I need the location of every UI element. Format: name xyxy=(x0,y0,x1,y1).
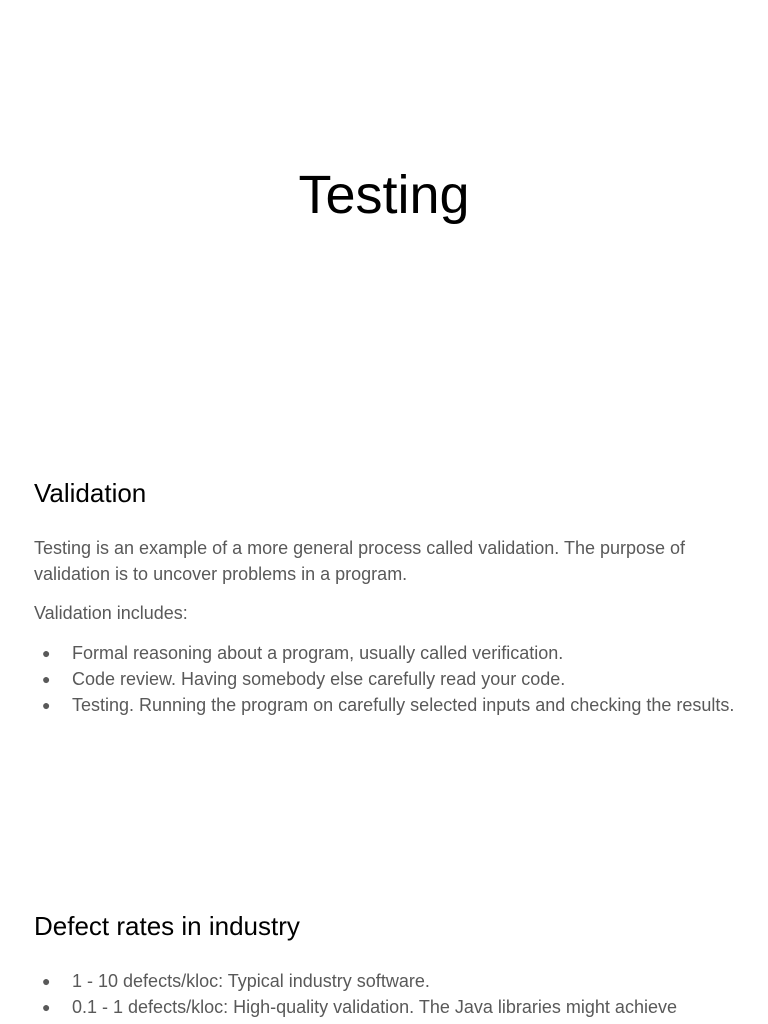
validation-list xyxy=(34,640,744,718)
list-item xyxy=(34,994,744,1020)
defect-rates-heading: Defect rates in industry xyxy=(34,911,300,941)
page-title: Testing xyxy=(298,165,470,225)
list-item xyxy=(34,968,744,994)
bullet-icon: ● xyxy=(42,999,51,1015)
list-item-text: 1 - 10 defects/kloc: Typical industry software. xyxy=(72,971,430,991)
validation-section xyxy=(34,477,744,718)
list-item xyxy=(34,640,744,666)
bullet-icon: ● xyxy=(42,671,51,687)
bullet-icon: ● xyxy=(42,973,51,989)
validation-heading: Validation xyxy=(34,478,147,508)
list-item-text: Formal reasoning about a program, usually called verification. xyxy=(72,643,564,663)
list-item-text: Testing. Running the program on carefully selected inputs and checking the results. xyxy=(72,695,735,715)
list-item-text: 0.1 - 1 defects/kloc: High-quality validation. The Java libraries might achieve xyxy=(72,997,677,1017)
validation-includes-label: Validation includes: xyxy=(34,603,188,623)
bullet-icon: ● xyxy=(42,645,51,661)
list-item-text: Code review. Having somebody else carefully read your code. xyxy=(72,669,566,689)
bullet-icon: ● xyxy=(42,697,51,713)
defect-rates-list xyxy=(34,968,744,1020)
list-item xyxy=(34,666,744,692)
defect-rates-section xyxy=(34,910,744,1020)
list-item xyxy=(34,692,744,718)
validation-intro: Testing is an example of a more general process called validation. The purpose of validation is to uncover problems in a program. xyxy=(34,538,686,584)
